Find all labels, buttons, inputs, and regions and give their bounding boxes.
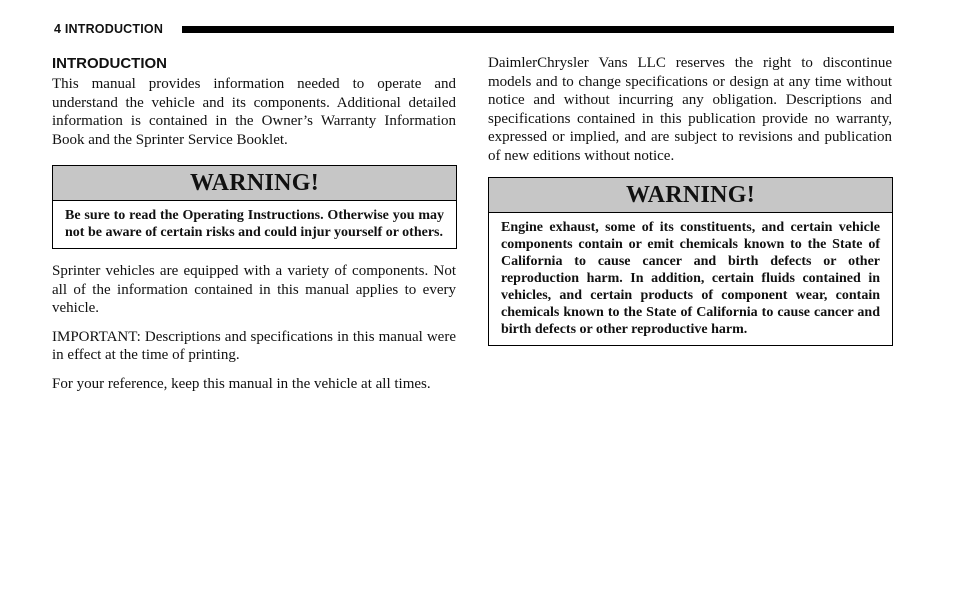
- paragraph-components: Sprinter vehicles are equipped with a variety of components. Not all of the information contained in this manual applies to every vehicle.: [52, 263, 456, 316]
- section-heading: INTRODUCTION: [52, 55, 167, 72]
- warning-text: Engine exhaust, some of its constituents, and certain vehicle components contain or emit chemicals known to the State of California to cause cancer and birth defects or other reproduction harm. In addition, certain fluids contained in vehicles, and certain products of component wear, contain chemicals known to the State of California to cause cancer and birth defects or other reproductive harm.: [501, 220, 880, 337]
- warning-box-california: [488, 177, 893, 346]
- warning-title: WARNING!: [53, 166, 456, 201]
- header-label: [54, 21, 163, 37]
- left-column: [52, 54, 456, 393]
- right-column: [488, 54, 892, 346]
- paragraph-important: IMPORTANT: Descriptions and specifications in this manual were in effect at the time of printing.: [52, 328, 456, 363]
- paragraph-reference: For your reference, keep this manual in the vehicle at all times.: [52, 375, 431, 392]
- warning-box-operating-instructions: [52, 165, 457, 249]
- page-number: 4: [54, 22, 62, 36]
- warning-title: WARNING!: [489, 178, 892, 213]
- header-rule: [182, 26, 894, 33]
- intro-paragraph: This manual provides information needed to operate and understand the vehicle and its components. Additional detailed information is contained in the Owner’s Warranty Information Book and the Sprinter Service Booklet.: [52, 76, 456, 148]
- page-header: [54, 21, 894, 37]
- paragraph-reserves-right: DaimlerChrysler Vans LLC reserves the right to discontinue models and to change specifications or design at any time without notice and without incurring any obligation. Descriptions and specifications contained in this publication provide no warranty, expressed or implied, and are subject to revisions and publication of new editions without notice.: [488, 55, 892, 164]
- header-section-title: INTRODUCTION: [64, 22, 164, 36]
- warning-text: Be sure to read the Operating Instructions. Otherwise you may not be aware of certain risks and could injur yourself or others.: [65, 208, 444, 240]
